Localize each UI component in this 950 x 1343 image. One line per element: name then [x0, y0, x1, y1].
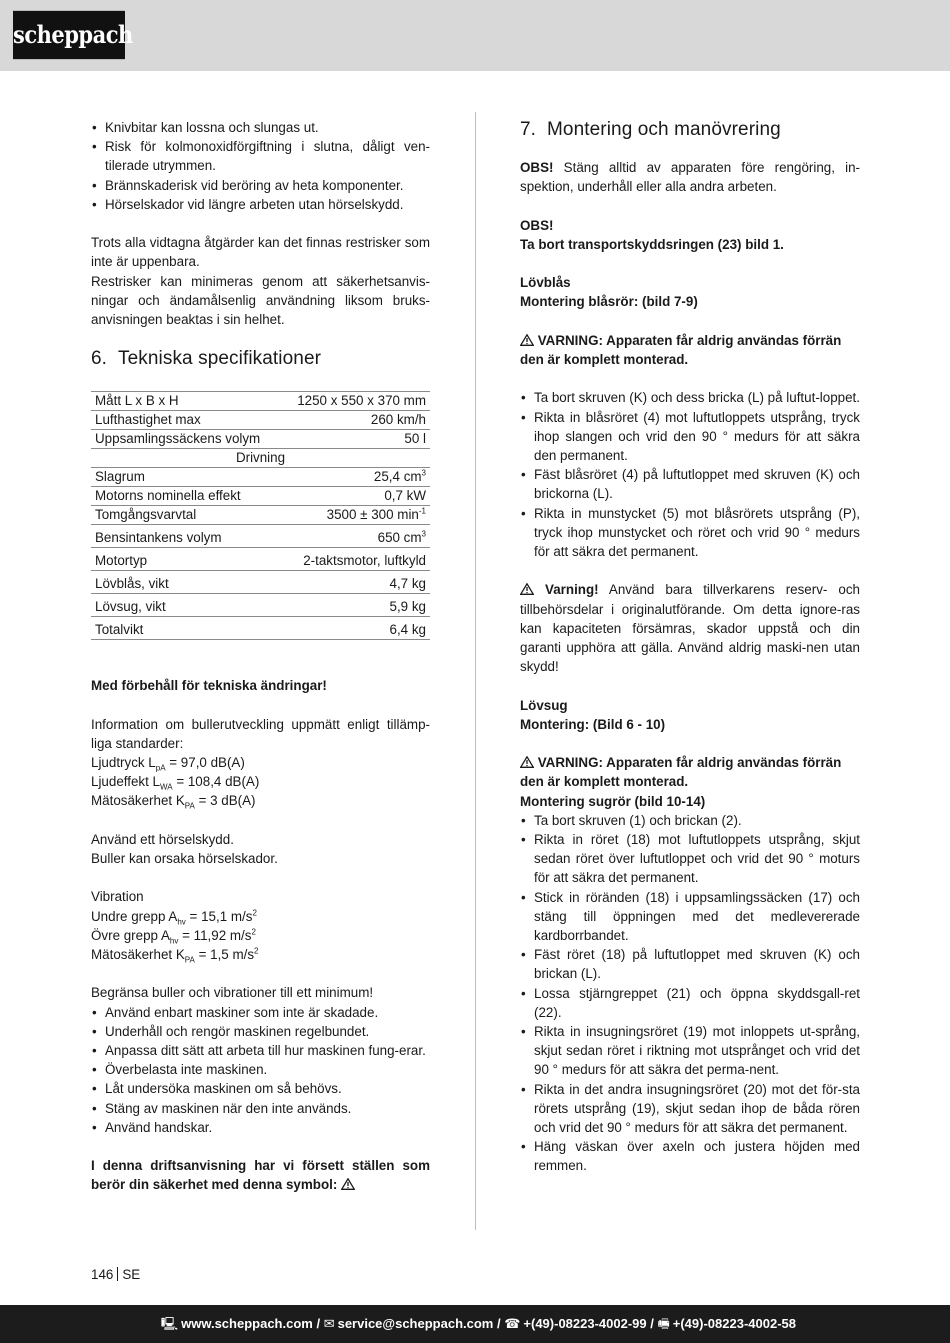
hearing-damage-text: Buller kan orsaka hörselskador.: [91, 851, 278, 867]
table-row: Totalvikt 6,4 kg: [91, 617, 430, 640]
safety-symbol-note: I denna driftsanvisning har vi försett ställen som berör din säkerhet med denna symbol:: [91, 1158, 430, 1193]
section-6-heading: 6. Tekniska specifikationer: [91, 348, 322, 370]
table-row: Lufthastighet max 260 km/h: [91, 411, 430, 430]
warning-note-3: VARNING: Apparaten får aldrig användas förrän den är komplett monterad.: [520, 755, 842, 790]
table-row: Lövblås, vikt 4,7 kg: [91, 571, 430, 594]
list-item: • Risk för kolmonoxidförgiftning i slutna, dåligt ven-tilerade utrymmen.: [91, 137, 430, 175]
list-item: • Ta bort skruven (K) och dess bricka (L) på luftut-loppet.: [520, 388, 860, 407]
lovsug-title: Lövsug: [520, 697, 568, 713]
list-item: • Stäng av maskinen när den inte används.: [91, 1099, 430, 1118]
phone-icon: ☎: [504, 1316, 521, 1331]
lovblas-title: Lövblås: [520, 275, 571, 291]
warning-triangle-icon: [520, 334, 534, 346]
list-item: • Rikta in det andra insugningsröret (20) mot det för-sta rörets utsprång (19), skjut sedan ihop de båda rören och vrid det 90 ° medurs för att säkra det permanent.: [520, 1080, 860, 1138]
table-row: Uppsamlingssäckens volym 50 l: [91, 430, 430, 449]
column-divider: [475, 112, 476, 1230]
website-link[interactable]: www.scheppach.com: [181, 1316, 313, 1331]
table-row: Motortyp 2-taktsmotor, luftkyld: [91, 548, 430, 571]
vibration-lower: Undre grepp $A_{hv} = 15,1$ $m/s^2$: [91, 908, 257, 927]
list-item: • Hörselskador vid längre arbeten utan hörselskydd.: [91, 195, 430, 214]
table-row: Bensintankens volym 650 $cm^3$: [91, 525, 430, 548]
warning-triangle-icon: [520, 756, 534, 768]
sound-power: Ljudeffekt $L_{WA} = 108,4$ dB(A): [91, 774, 260, 792]
list-item: • Lossa stjärngreppet (21) och öppna skyddsgall-ret (22).: [520, 984, 860, 1022]
list-item: • Använd handskar.: [91, 1118, 430, 1137]
noise-intro: Information om bullerutveckling uppmätt enligt tillämp-liga standarder:: [91, 716, 430, 751]
table-row: Tomgångsvarvtal 3500 ± 300 $\min^{-1}$: [91, 506, 430, 525]
list-item: • Knivbitar kan lossna och slungas ut.: [91, 118, 430, 137]
list-item: • Rikta in blåsröret (4) mot luftutloppets utsprång, tryck ihop slangen och vrid den 90 ° medurs för att säkra den permanent.: [520, 408, 860, 466]
table-row: Lövsug, vikt 5,9 kg: [91, 594, 430, 617]
list-item: • Rikta in röret (18) mot luftutloppets utsprång, skjut sedan röret över luftutloppet och vrid det 90 ° moturs för att säkra det permanent.: [520, 830, 860, 888]
warning-triangle-icon: [520, 583, 534, 595]
header-bar: [0, 0, 950, 71]
table-row: Motorns nominella effekt 0,7 kW: [91, 487, 430, 506]
page-number: 146 SE: [91, 1267, 141, 1282]
list-item: • Fäst röret (18) på luftutloppet med skruven (K) och brickan (L).: [520, 945, 860, 983]
list-item: • Rikta in munstycket (5) mot blåsrörets utsprång (P), tryck ihop munstycket och röret och vrid 90 ° medurs för att säkra det permanent.: [520, 504, 860, 562]
obs-note-1: OBS! Stäng alltid av apparaten före rengöring, in-spektion, underhåll eller alla andra arbeten.: [520, 160, 860, 195]
list-item: • Fäst blåsröret (4) på luftutloppet med skruven (K) och brickorna (L).: [520, 465, 860, 503]
email-icon: ✉: [323, 1316, 335, 1331]
table-row: Mått L x B x H 1250 x 550 x 370 mm: [91, 392, 430, 411]
warning-triangle-icon: [341, 1178, 355, 1190]
left-column: [91, 118, 430, 1195]
list-item: • Häng väskan över axeln och justera höjden med remmen.: [520, 1137, 860, 1175]
list-item: • Rikta in insugningsröret (19) mot inloppets ut-språng, skjut sedan röret i riktning mot utsprånget och vrid det 90 ° medurs för att säkra det perma-nent.: [520, 1022, 860, 1080]
hearing-protection-text: Använd ett hörselskydd.: [91, 831, 234, 847]
list-item: • Låt undersöka maskinen om så behövs.: [91, 1079, 430, 1098]
footer-bar: 🖳 www.scheppach.com / ✉ service@scheppach.com / ☎ +(49)-08223-4002-99 / 🖷 +(49)-08223-4002-58: [0, 1305, 950, 1343]
right-column: [520, 118, 860, 1176]
vibration-title: Vibration: [91, 889, 144, 905]
fax-icon: 🖷: [657, 1316, 670, 1331]
table-row: Slagrum 25,4 $cm^3$: [91, 468, 430, 487]
list-item: • Brännskaderisk vid beröring av heta komponenter.: [91, 176, 430, 195]
obs-note-2: Ta bort transportskyddsringen (23) bild 1.: [520, 236, 784, 252]
warning-note-2: Varning! Använd bara tillverkarens reserv- och tillbehörsdelar i originalutförande. Om detta ignore-ras kan kapaciteten försämras, skador uppstå och din garanti upphöra att gälla. Använd aldrig maski-nen utan skydd!: [520, 582, 860, 675]
table-row: Drivning: [91, 449, 430, 468]
limit-intro: Begränsa buller och vibrationer till ett minimum!: [91, 985, 374, 1001]
risk-list: [91, 118, 430, 214]
list-item: • Underhåll och rengör maskinen regelbundet.: [91, 1022, 430, 1041]
vibration-upper: Övre grepp $A_{hv} = 11,92$ $m/s^2$: [91, 927, 256, 946]
scheppach-logo: scheppach: [13, 11, 125, 59]
limit-list: [91, 1003, 430, 1137]
lovblas-subtitle: Montering blåsrör: (bild 7-9): [520, 294, 698, 310]
warning-note-1: VARNING: Apparaten får aldrig användas förrän den är komplett monterad.: [520, 332, 842, 367]
suction-tube-subtitle: Montering sugrör (bild 10-14): [520, 793, 706, 809]
list-item: • Anpassa ditt sätt att arbeta till hur maskinen fung-erar.: [91, 1041, 430, 1060]
sound-pressure: Ljudtryck $L_{pA} = 97,0$ dB(A): [91, 755, 245, 773]
list-item: • Överbelasta inte maskinen.: [91, 1060, 430, 1079]
noise-uncertainty: Mätosäkerhet $K_{PA} = 3$ dB(A): [91, 793, 256, 812]
residual-risk-text: Trots alla vidtagna åtgärder kan det finnas restrisker som inte är uppenbara.: [91, 235, 430, 270]
spec-table: [91, 391, 430, 640]
fax-number: +(49)-08223-4002-58: [672, 1316, 796, 1331]
email-link[interactable]: service@scheppach.com: [337, 1316, 494, 1331]
section-7-heading: 7. Montering och manövrering: [520, 119, 781, 140]
obs-label-2: OBS!: [520, 217, 554, 233]
vacuum-assembly-list: [520, 811, 860, 1176]
list-item: • Använd enbart maskiner som inte är skadade.: [91, 1003, 430, 1022]
list-item: • Stick in röränden (18) i uppsamlingssäcken (17) och stäng till öppningen med det medlevererade kardborrbandet.: [520, 888, 860, 946]
list-item: • Ta bort skruven (1) och brickan (2).: [520, 811, 860, 830]
reservation-note: Med förbehåll för tekniska ändringar!: [91, 678, 327, 694]
phone-number: +(49)-08223-4002-99: [523, 1316, 647, 1331]
residual-risk-text-2: Restrisker kan minimeras genom att säkerhetsanvis-ningar och ändamålsenlig användning liksom bruks-anvisningen beaktas i sin helhet.: [91, 273, 430, 328]
blower-assembly-list: [520, 388, 860, 561]
computer-icon: 🖳: [160, 1316, 179, 1331]
vibration-uncertainty: Mätosäkerhet $K_{PA} = 1,5$ $m/s^2$: [91, 946, 259, 965]
lovsug-subtitle: Montering: (Bild 6 - 10): [520, 716, 666, 732]
